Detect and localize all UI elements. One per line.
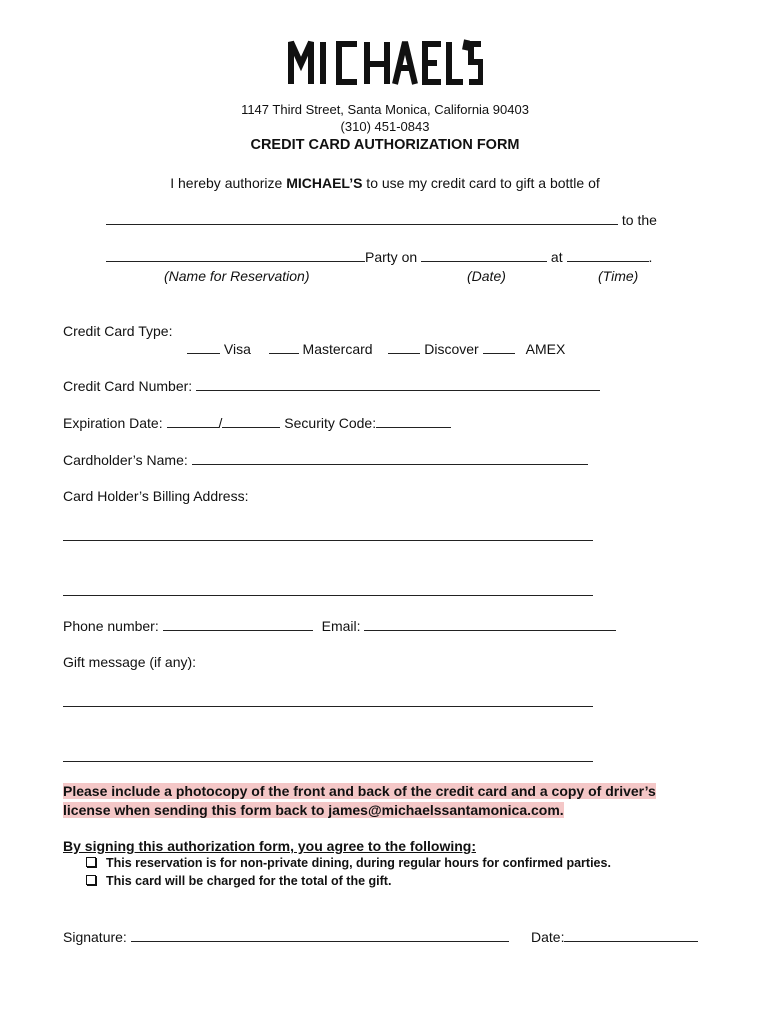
at-label: at	[547, 249, 567, 265]
agreement-item-text: This reservation is for non-private dining, during regular hours for confirmed parties.	[106, 856, 611, 870]
gift-bottle-field[interactable]	[106, 212, 618, 225]
agreement-item	[86, 874, 391, 888]
cardholder-name-label: Cardholder’s Name:	[63, 452, 192, 468]
signature-row	[63, 929, 509, 945]
party-date-field[interactable]	[421, 249, 547, 262]
gift-message-line-1[interactable]	[63, 706, 593, 707]
signature-field[interactable]	[131, 929, 509, 942]
email-field[interactable]	[364, 618, 616, 631]
date-row	[531, 929, 698, 945]
period: .	[648, 249, 653, 265]
expiration-month-field[interactable]	[167, 415, 219, 428]
party-time-field[interactable]	[567, 249, 649, 262]
address: 1147 Third Street, Santa Monica, California 90403	[241, 102, 529, 117]
to-the-label: to the	[618, 212, 657, 228]
gift-message-label: Gift message (if any):	[63, 654, 197, 670]
agreement-heading: By signing this authorization form, you agree to the following:	[63, 838, 476, 854]
photocopy-notice	[63, 782, 713, 819]
expiration-row	[63, 415, 451, 431]
gift-bottle-row	[106, 212, 657, 228]
michaels-logo-graphic	[287, 34, 483, 90]
michaels-logo	[0, 34, 770, 95]
security-code-field[interactable]	[376, 415, 451, 428]
authorize-brand: MICHAEL’S	[286, 175, 363, 191]
card-number-label: Credit Card Number:	[63, 378, 197, 394]
date-label: Date:	[531, 929, 565, 945]
authorize-prefix: I hereby authorize	[170, 175, 287, 191]
expiration-year-field[interactable]	[222, 415, 280, 428]
phone-number: (310) 451-0843	[340, 119, 430, 134]
party-on-label: Party on	[365, 249, 422, 265]
billing-address-line-2[interactable]	[63, 595, 593, 596]
agreement-item-text: This card will be charged for the total of the gift.	[106, 874, 392, 888]
card-number-row	[63, 378, 600, 394]
signature-date-field[interactable]	[564, 929, 698, 942]
notice-line-2: license when sending this form back to james@michaelssantamonica.com.	[63, 801, 564, 818]
visa-check-field[interactable]	[187, 341, 220, 354]
phone-field[interactable]	[163, 618, 313, 631]
signature-label: Signature:	[63, 929, 131, 945]
notice-line-1: Please include a photocopy of the front and back of the credit card and a copy of driver’s	[63, 783, 656, 799]
cardholder-name-row	[63, 452, 588, 468]
reservation-name-field[interactable]	[106, 249, 365, 262]
amex-check-field[interactable]	[483, 341, 515, 354]
card-number-field[interactable]	[196, 378, 600, 391]
authorize-sentence	[0, 175, 770, 191]
form-title: CREDIT CARD AUTHORIZATION FORM	[250, 137, 520, 153]
security-code-label: Security Code:	[280, 415, 377, 431]
authorize-suffix: to use my credit card to gift a bottle of	[362, 175, 600, 191]
discover-check-field[interactable]	[388, 341, 420, 354]
mastercard-label: Mastercard	[302, 341, 373, 357]
expiration-slash: /	[218, 415, 223, 431]
card-type-label: Credit Card Type:	[63, 323, 173, 339]
gift-message-line-2[interactable]	[63, 761, 593, 762]
contact-row	[63, 618, 616, 634]
billing-address-label: Card Holder’s Billing Address:	[63, 488, 249, 504]
expiration-label: Expiration Date:	[63, 415, 167, 431]
party-row	[106, 249, 652, 265]
mastercard-check-field[interactable]	[269, 341, 299, 354]
amex-label: AMEX	[525, 341, 566, 357]
time-caption: (Time)	[598, 268, 639, 284]
billing-address-line-1[interactable]	[63, 540, 593, 541]
name-caption: (Name for Reservation)	[164, 268, 310, 284]
discover-label: Discover	[424, 341, 479, 357]
checkbox-icon	[86, 875, 96, 885]
visa-label: Visa	[223, 341, 251, 357]
checkbox-icon	[86, 857, 96, 867]
card-type-options	[187, 341, 565, 357]
cardholder-name-field[interactable]	[192, 452, 588, 465]
date-caption: (Date)	[467, 268, 506, 284]
agreement-item	[86, 856, 611, 870]
phone-label: Phone number:	[63, 618, 163, 634]
email-label: Email:	[321, 618, 365, 634]
